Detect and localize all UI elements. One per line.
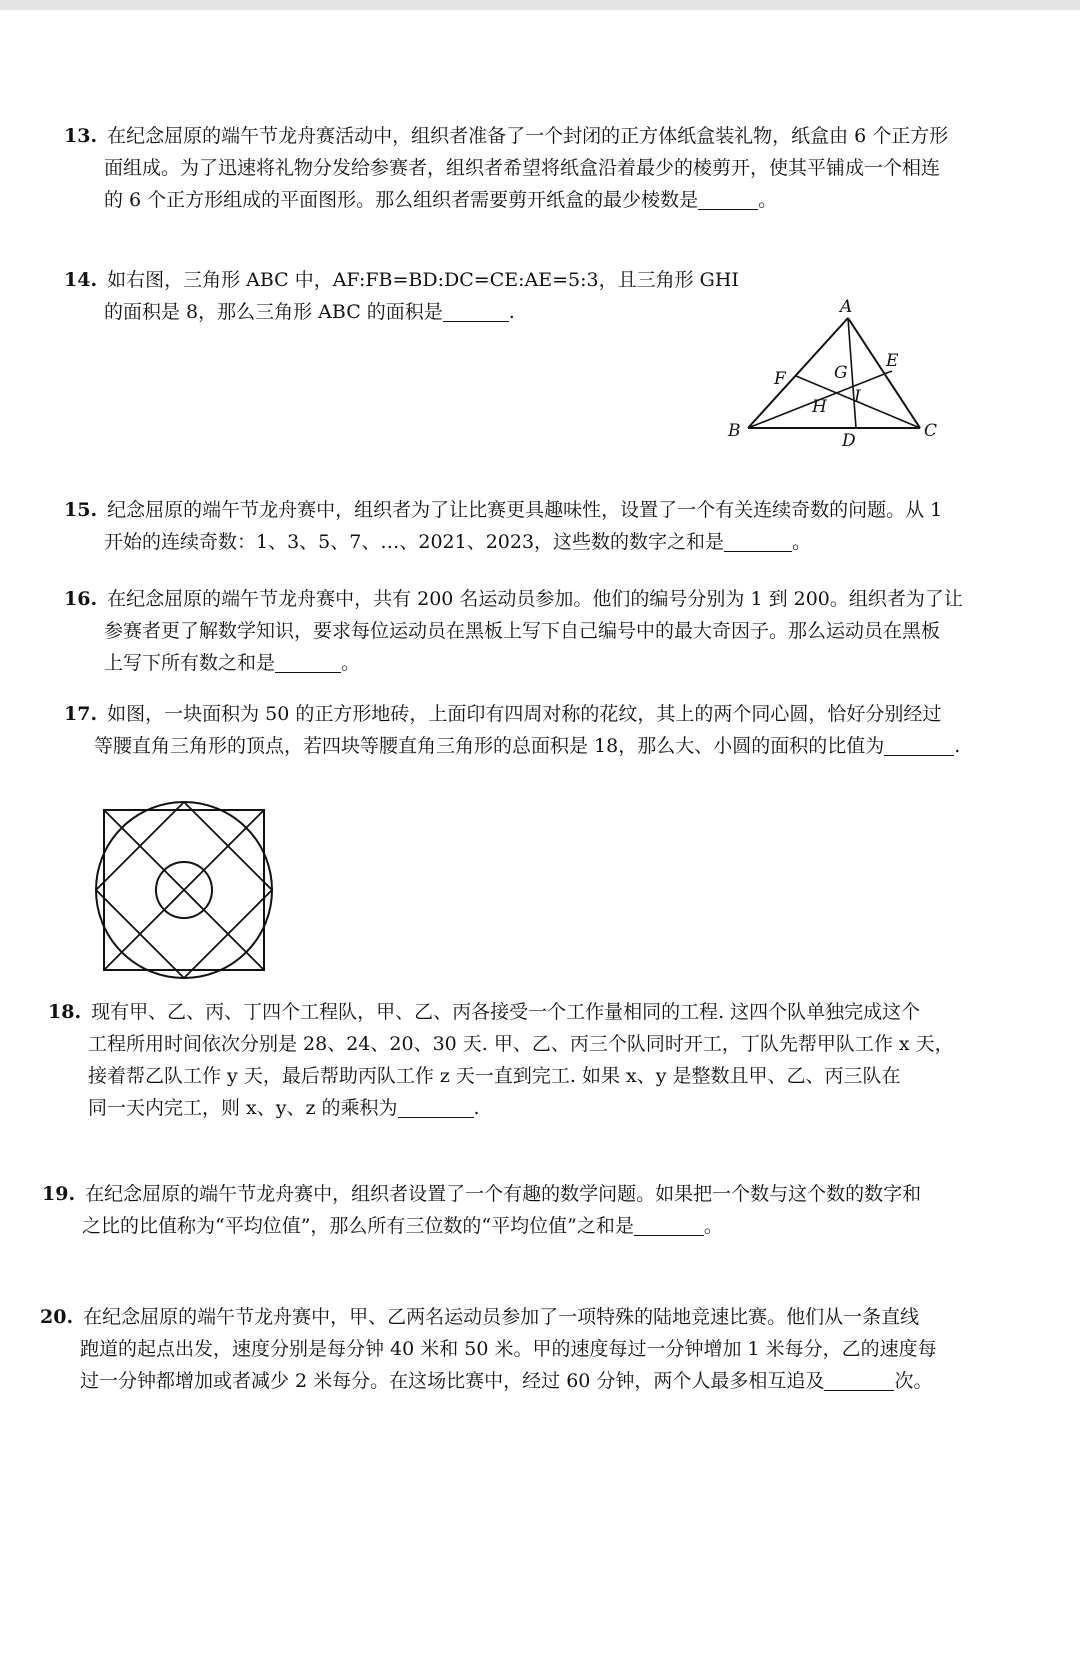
label-h: H xyxy=(812,397,827,417)
punctuation: 。 xyxy=(792,531,812,553)
answer-blank[interactable] xyxy=(398,1095,474,1118)
question-18 xyxy=(48,996,1028,1124)
answer-blank[interactable] xyxy=(634,1213,704,1236)
answer-blank[interactable] xyxy=(698,187,758,210)
punctuation: . xyxy=(954,735,961,757)
punctuation: 次。 xyxy=(894,1370,933,1392)
question-text: 接着帮乙队工作 y 天，最后帮助丙队工作 z 天一直到完工. 如果 x、y 是整数且甲、乙、丙三队在 xyxy=(88,1065,901,1087)
punctuation: . xyxy=(508,301,515,323)
label-b: B xyxy=(728,421,741,441)
label-a: A xyxy=(840,297,853,317)
question-text: 跑道的起点出发，速度分别是每分钟 40 米和 50 米。甲的速度每过一分钟增加 1 米每分，乙的速度每 xyxy=(80,1338,937,1360)
label-g: G xyxy=(834,363,848,383)
question-text: 的 6 个正方形组成的平面图形。那么组织者需要剪开纸盒的最少棱数是 xyxy=(104,189,699,211)
question-16 xyxy=(64,583,994,679)
question-text: 等腰直角三角形的顶点，若四块等腰直角三角形的总面积是 18，那么大、小圆的面积的比值为 xyxy=(94,735,885,757)
question-number: 16. xyxy=(64,588,98,610)
question-text: 现有甲、乙、丙、丁四个工程队，甲、乙、丙各接受一个工作量相同的工程. 这四个队单独完成这个 xyxy=(91,1001,921,1023)
question-number: 20. xyxy=(40,1306,74,1328)
side-ac xyxy=(848,318,920,428)
question-text: 面组成。为了迅速将礼物分发给参赛者，组织者希望将纸盒沿着最少的棱剪开，使其平铺成一个相连 xyxy=(104,157,941,179)
question-text: 如右图，三角形 ABC 中，AF:FB=BD:DC=CE:AE=5:3，且三角形 GHI xyxy=(107,269,739,291)
question-14 xyxy=(64,264,764,328)
question-20 xyxy=(40,1301,1030,1397)
question-text: 过一分钟都增加或者减少 2 米每分。在这场比赛中，经过 60 分钟，两个人最多相互追及 xyxy=(80,1370,825,1392)
question-number: 14. xyxy=(64,269,98,291)
question-text: 纪念屈原的端午节龙舟赛中，组织者为了让比赛更具趣味性，设置了一个有关连续奇数的问题。从 1 xyxy=(107,499,943,521)
question-text: 如图，一块面积为 50 的正方形地砖，上面印有四周对称的花纹，其上的两个同心圆，恰好分别经过 xyxy=(107,703,942,725)
side-ab xyxy=(748,318,848,428)
question-text: 同一天内完工，则 x、y、z 的乘积为 xyxy=(88,1097,398,1119)
answer-blank[interactable] xyxy=(824,1368,894,1391)
square-tile-figure xyxy=(92,796,280,980)
label-f: F xyxy=(774,369,786,389)
question-text: 开始的连续奇数：1、3、5、7、…、2021、2023，这些数的数字之和是 xyxy=(104,531,725,553)
question-text: 在纪念屈原的端午节龙舟赛中，共有 200 名运动员参加。他们的编号分别为 1 到 200。组织者为了让 xyxy=(107,588,963,610)
top-edge xyxy=(0,0,1080,10)
punctuation: . xyxy=(473,1097,480,1119)
question-number: 15. xyxy=(64,499,98,521)
punctuation: 。 xyxy=(341,652,361,674)
question-number: 19. xyxy=(42,1183,76,1205)
question-text: 上写下所有数之和是 xyxy=(104,652,276,674)
question-15 xyxy=(64,494,994,558)
question-number: 13. xyxy=(64,125,98,147)
question-text: 在纪念屈原的端午节龙舟赛活动中，组织者准备了一个封闭的正方体纸盒装礼物，纸盒由 6 个正方形 xyxy=(107,125,949,147)
label-i: I xyxy=(854,387,861,407)
question-17 xyxy=(64,698,1014,762)
label-d: D xyxy=(842,431,856,451)
question-text: 参赛者更了解数学知识，要求每位运动员在黑板上写下自己编号中的最大奇因子。那么运动员在黑板 xyxy=(104,620,941,642)
punctuation: 。 xyxy=(758,189,778,211)
answer-blank[interactable] xyxy=(884,733,954,756)
question-13 xyxy=(64,120,994,216)
question-text: 工程所用时间依次分别是 28、24、20、30 天. 甲、乙、丙三个队同时开工，丁队先帮甲队工作 x 天， xyxy=(88,1033,954,1055)
answer-blank[interactable] xyxy=(275,650,341,673)
question-text: 的面积是 8，那么三角形 ABC 的面积是 xyxy=(104,301,443,323)
triangle-abc-figure xyxy=(720,290,960,460)
label-c: C xyxy=(924,421,938,441)
answer-blank[interactable] xyxy=(443,299,509,322)
punctuation: 。 xyxy=(703,1215,723,1237)
segment-ad xyxy=(848,318,856,428)
question-19 xyxy=(42,1178,1022,1242)
label-e: E xyxy=(886,351,899,371)
question-text: 之比的比值称为“平均位值”，那么所有三位数的“平均位值”之和是 xyxy=(82,1215,634,1237)
question-number: 18. xyxy=(48,1001,82,1023)
question-text: 在纪念屈原的端午节龙舟赛中，甲、乙两名运动员参加了一项特殊的陆地竞速比赛。他们从一条直线 xyxy=(83,1306,920,1328)
answer-blank[interactable] xyxy=(724,529,792,552)
question-text: 在纪念屈原的端午节龙舟赛中，组织者设置了一个有趣的数学问题。如果把一个数与这个数的数字和 xyxy=(85,1183,922,1205)
question-number: 17. xyxy=(64,703,98,725)
